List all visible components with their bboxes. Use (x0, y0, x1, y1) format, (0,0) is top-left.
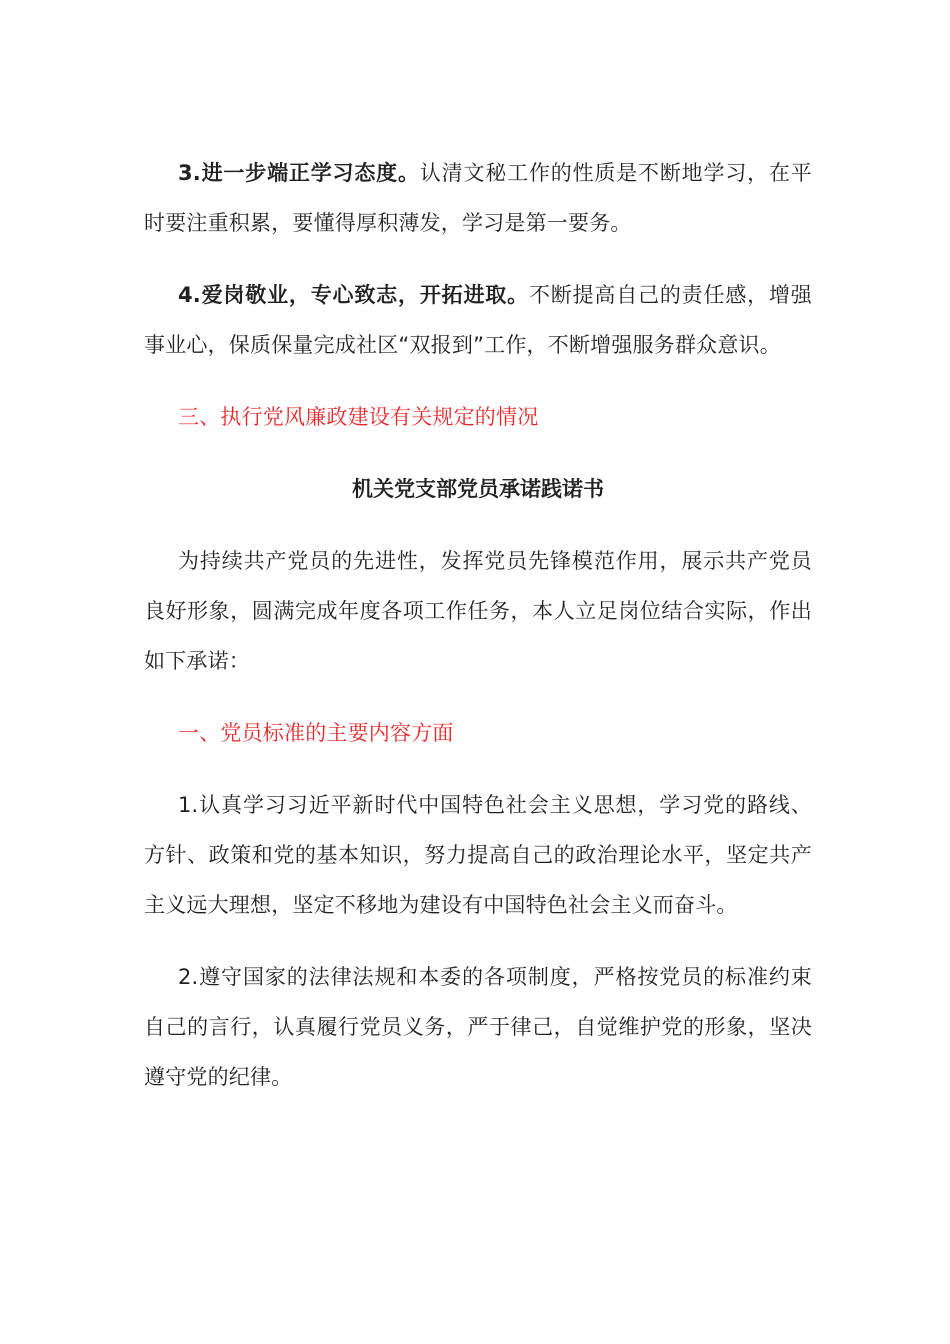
paragraph-item-4-body: 不断提高自己的责任感，增强事业心，保质保量完成社区“双报到”工作，不断增强服务群众意识。 (144, 283, 812, 357)
paragraph-item-4-lead: 4.爱岗敬业，专心致志，开拓进取。 (178, 283, 529, 307)
paragraph-item-4 (144, 270, 812, 370)
paragraph-item-3-lead: 3.进一步端正学习态度。 (178, 161, 420, 185)
section-heading-1: 一、党员标准的主要内容方面 (178, 721, 454, 745)
section-heading-3: 三、执行党风廉政建设有关规定的情况 (178, 405, 539, 429)
paragraph-item-3-body: 认清文秘工作的性质是不断地学习，在平时要注重积累，要懂得厚积薄发，学习是第一要务。 (144, 161, 812, 235)
commitment-item-1: 1.认真学习习近平新时代中国特色社会主义思想，学习党的路线、方针、政策和党的基本知识，努力提高自己的政治理论水平，坚定共产主义远大理想，坚定不移地为建设有中国特色社会主义而奋斗。 (144, 793, 812, 917)
intro-paragraph: 为持续共产党员的先进性，发挥党员先锋模范作用，展示共产党员良好形象，圆满完成年度各项工作任务，本人立足岗位结合实际，作出如下承诺： (144, 549, 812, 673)
document-title: 机关党支部党员承诺践诺书 (352, 477, 604, 501)
document-page (144, 148, 812, 1124)
paragraph-item-3 (144, 148, 812, 248)
commitment-item-2: 2.遵守国家的法律法规和本委的各项制度，严格按党员的标准约束自己的言行，认真履行党员义务，严于律己，自觉维护党的形象，坚决遵守党的纪律。 (144, 965, 812, 1089)
